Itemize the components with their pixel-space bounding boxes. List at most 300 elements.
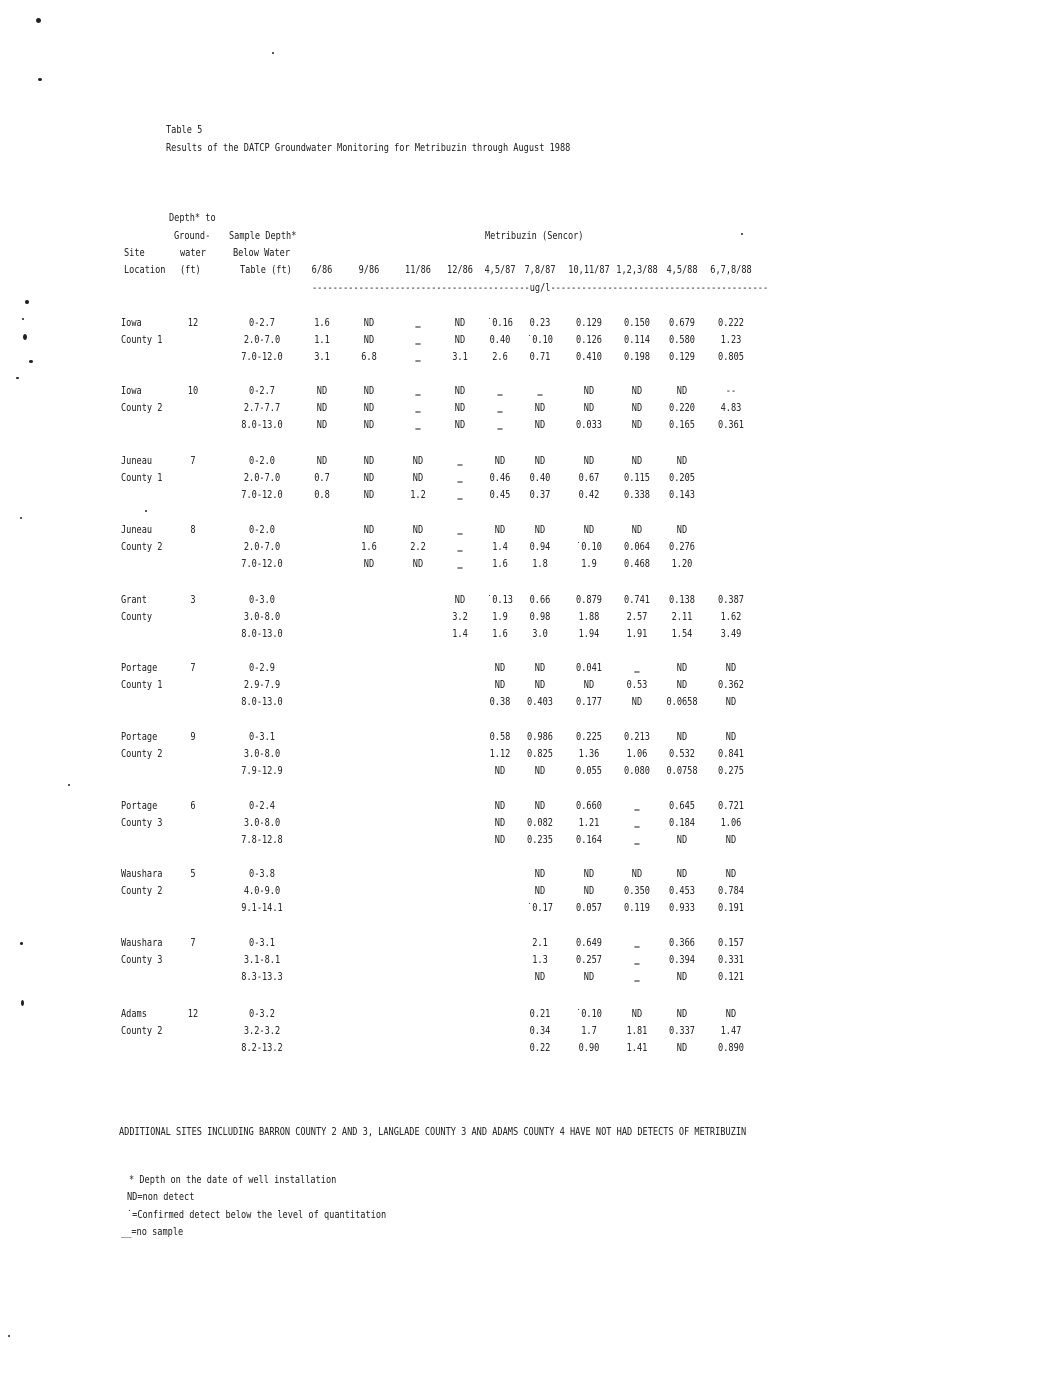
site-location: County 2 xyxy=(121,885,163,897)
table-cell: 0.784 xyxy=(718,885,744,897)
table-cell: ND xyxy=(676,834,688,846)
table-cell: _ xyxy=(415,316,421,328)
table-cell: ˙0.16 xyxy=(487,317,513,329)
table-cell: 0.40 xyxy=(529,472,551,484)
sample-depth-range: 0-3.8 xyxy=(249,868,275,880)
table-cell: ˙0.10 xyxy=(527,334,553,346)
table-cell: _ xyxy=(497,418,503,430)
sample-depth-range: 0-2.7 xyxy=(249,317,275,329)
table-cell: _ xyxy=(634,953,640,965)
table-cell: -- xyxy=(725,385,737,397)
table-cell: ND xyxy=(534,402,546,414)
table-cell: ND xyxy=(363,524,375,536)
table-cell: 0.082 xyxy=(527,817,553,829)
groundwater-depth: 12 xyxy=(187,1008,199,1020)
table-cell: ND xyxy=(583,385,595,397)
column-header-date: 6/86 xyxy=(311,264,333,276)
sample-depth-range: 8.0-13.0 xyxy=(241,628,283,640)
table-cell: 0.933 xyxy=(669,902,695,914)
table-cell: ND xyxy=(363,472,375,484)
site-location: Iowa xyxy=(121,385,142,397)
table-cell: 0.453 xyxy=(669,885,695,897)
table-cell: 0.331 xyxy=(718,954,744,966)
table-cell: 0.126 xyxy=(576,334,602,346)
sample-depth-range: 3.2-3.2 xyxy=(243,1025,281,1037)
site-location: Juneau xyxy=(121,455,153,467)
table-cell: 0.649 xyxy=(576,937,602,949)
sample-depth-range: 9.1-14.1 xyxy=(241,902,283,914)
table-cell: 2.1 xyxy=(532,937,548,949)
table-cell: _ xyxy=(415,401,421,413)
table-cell: ND xyxy=(316,419,328,431)
table-cell: 0.58 xyxy=(489,731,511,743)
column-header-date: 11/86 xyxy=(405,264,431,276)
additional-sites-note: ADDITIONAL SITES INCLUDING BARRON COUNTY 2 AND 3, LANGLADE COUNTY 3 AND ADAMS COUNTY 4 HAVE NOT HAD DETECTS OF METRIBUZIN xyxy=(119,1126,747,1138)
table-cell: 0.033 xyxy=(576,419,602,431)
sample-depth-range: 7.0-12.0 xyxy=(241,351,283,363)
table-cell: 0.362 xyxy=(718,679,744,691)
table-cell: 0.225 xyxy=(576,731,602,743)
table-cell: _ xyxy=(415,350,421,362)
table-cell: 0.841 xyxy=(718,748,744,760)
table-cell: 0.53 xyxy=(626,679,648,691)
table-cell: ˙0.17 xyxy=(527,902,553,914)
table-cell: ND xyxy=(725,731,737,743)
table-cell: ND xyxy=(583,455,595,467)
table-cell: 0.8 xyxy=(314,489,330,501)
table-cell: ND xyxy=(534,971,546,983)
table-cell: _ xyxy=(457,523,463,535)
table-cell: ND xyxy=(631,402,643,414)
table-cell: ND xyxy=(363,334,375,346)
table-cell: 3.1 xyxy=(314,351,330,363)
column-header-date: 4,5/87 xyxy=(484,264,516,276)
table-cell: ND xyxy=(583,402,595,414)
table-cell: ND xyxy=(676,731,688,743)
table-cell: ND xyxy=(534,800,546,812)
table-cell: ND xyxy=(363,489,375,501)
table-cell: 1.6 xyxy=(492,628,508,640)
site-location: Portage xyxy=(121,731,158,743)
sample-depth-range: 2.9-7.9 xyxy=(243,679,281,691)
table-cell: ND xyxy=(316,455,328,467)
table-cell: 0.468 xyxy=(624,558,650,570)
header-units-line: ------------------------------------------ug/l------------------------------------------ xyxy=(312,282,769,294)
header-depth-line-2: Ground- xyxy=(174,230,211,242)
table-cell: ND xyxy=(676,868,688,880)
sample-depth-range: 0-2.9 xyxy=(249,662,275,674)
table-cell: 2.11 xyxy=(671,611,693,623)
table-cell: ND xyxy=(454,385,466,397)
sample-depth-range: 2.7-7.7 xyxy=(243,402,281,414)
groundwater-depth: 7 xyxy=(190,937,196,949)
table-cell: ND xyxy=(631,385,643,397)
table-cell: 1.21 xyxy=(578,817,600,829)
table-cell: 1.12 xyxy=(489,748,511,760)
sample-depth-range: 0-3.1 xyxy=(249,731,275,743)
table-cell: 0.825 xyxy=(527,748,553,760)
column-header-date: 10,11/87 xyxy=(568,264,610,276)
table-cell: _ xyxy=(457,471,463,483)
table-cell: ND xyxy=(316,402,328,414)
table-cell: 1.62 xyxy=(720,611,742,623)
table-cell: 0.679 xyxy=(669,317,695,329)
table-cell: ND xyxy=(363,402,375,414)
site-location: Portage xyxy=(121,800,158,812)
table-cell: 0.40 xyxy=(489,334,511,346)
table-cell: ND xyxy=(725,834,737,846)
table-cell: ND xyxy=(583,868,595,880)
table-cell: ND xyxy=(534,868,546,880)
table-cell: 0.138 xyxy=(669,594,695,606)
groundwater-depth: 7 xyxy=(190,455,196,467)
table-cell: 1.9 xyxy=(581,558,597,570)
table-cell: ND xyxy=(631,1008,643,1020)
table-cell: _ xyxy=(497,401,503,413)
table-cell: 4.83 xyxy=(720,402,742,414)
table-cell: ND xyxy=(631,419,643,431)
table-cell: 0.205 xyxy=(669,472,695,484)
sample-depth-range: 0-2.7 xyxy=(249,385,275,397)
table-cell: _ xyxy=(634,936,640,948)
site-location: County 2 xyxy=(121,1025,163,1037)
table-cell: 0.177 xyxy=(576,696,602,708)
column-header-date: 6,7,8/88 xyxy=(710,264,752,276)
table-cell: 0.37 xyxy=(529,489,551,501)
table-cell: 0.080 xyxy=(624,765,650,777)
sample-depth-range: 8.2-13.2 xyxy=(241,1042,283,1054)
table-cell: 0.22 xyxy=(529,1042,551,1054)
groundwater-depth: 8 xyxy=(190,524,196,536)
sample-depth-range: 2.0-7.0 xyxy=(243,334,281,346)
table-cell: ND xyxy=(631,696,643,708)
groundwater-depth: 9 xyxy=(190,731,196,743)
table-cell: 1.4 xyxy=(492,541,508,553)
sample-depth-range: 2.0-7.0 xyxy=(243,472,281,484)
table-cell: ND xyxy=(676,385,688,397)
table-cell: 0.94 xyxy=(529,541,551,553)
table-cell: 1.20 xyxy=(671,558,693,570)
sample-depth-range: 3.0-8.0 xyxy=(243,817,281,829)
table-cell: ND xyxy=(676,971,688,983)
table-cell: 0.23 xyxy=(529,317,551,329)
table-cell: 0.055 xyxy=(576,765,602,777)
table-cell: _ xyxy=(497,384,503,396)
table-cell: 1.06 xyxy=(626,748,648,760)
table-cell: ND xyxy=(494,662,506,674)
table-cell: 2.57 xyxy=(626,611,648,623)
table-cell: 0.337 xyxy=(669,1025,695,1037)
table-cell: ND xyxy=(631,455,643,467)
table-cell: 0.38 xyxy=(489,696,511,708)
table-cell: ND xyxy=(454,317,466,329)
table-cell: 1.7 xyxy=(581,1025,597,1037)
footnote-nd: ND=non detect xyxy=(127,1191,195,1203)
table-cell: 1.6 xyxy=(492,558,508,570)
table-cell: 0.143 xyxy=(669,489,695,501)
table-cell: ND xyxy=(454,334,466,346)
table-cell: 1.23 xyxy=(720,334,742,346)
table-cell: ˙0.10 xyxy=(576,541,602,553)
table-cell: _ xyxy=(457,454,463,466)
table-cell: ND xyxy=(631,524,643,536)
table-cell: ND xyxy=(412,558,424,570)
table-cell: 1.6 xyxy=(361,541,377,553)
table-cell: ND xyxy=(363,419,375,431)
site-location: County 3 xyxy=(121,817,163,829)
table-cell: 0.645 xyxy=(669,800,695,812)
header-metribuzin-label: Metribuzin (Sencor) xyxy=(485,230,584,242)
sample-depth-range: 0-3.2 xyxy=(249,1008,275,1020)
table-cell: ˙0.13 xyxy=(487,594,513,606)
site-location: County 3 xyxy=(121,954,163,966)
header-sample-line-1: Sample Depth* xyxy=(229,230,297,242)
table-cell: 3.2 xyxy=(452,611,468,623)
table-cell: 0.057 xyxy=(576,902,602,914)
site-location: Adams xyxy=(121,1008,147,1020)
table-cell: _ xyxy=(634,816,640,828)
table-cell: 0.257 xyxy=(576,954,602,966)
footnote-no-sample: __=no sample xyxy=(121,1226,184,1238)
table-cell: ND xyxy=(412,472,424,484)
table-cell: 1.2 xyxy=(410,489,426,501)
table-cell: 0.164 xyxy=(576,834,602,846)
table-cell: ND xyxy=(534,679,546,691)
table-cell: ND xyxy=(494,765,506,777)
table-cell: ND xyxy=(534,765,546,777)
table-cell: 0.890 xyxy=(718,1042,744,1054)
table-cell: 0.222 xyxy=(718,317,744,329)
table-cell: _ xyxy=(457,488,463,500)
sample-depth-range: 0-3.1 xyxy=(249,937,275,949)
table-cell: _ xyxy=(634,833,640,845)
table-cell: ND xyxy=(494,524,506,536)
table-cell: _ xyxy=(457,540,463,552)
site-location: Juneau xyxy=(121,524,153,536)
table-cell: ND xyxy=(412,524,424,536)
table-cell: 0.121 xyxy=(718,971,744,983)
table-cell: 0.7 xyxy=(314,472,330,484)
table-cell: ND xyxy=(454,594,466,606)
table-cell: 0.0758 xyxy=(666,765,698,777)
footnote-confirmed: ˙=Confirmed detect below the level of quantitation xyxy=(127,1209,387,1221)
table-cell: 0.366 xyxy=(669,937,695,949)
column-header-date: 9/86 xyxy=(358,264,380,276)
table-cell: 0.403 xyxy=(527,696,553,708)
site-location: County 1 xyxy=(121,472,163,484)
table-cell: 0.879 xyxy=(576,594,602,606)
table-cell: 1.3 xyxy=(532,954,548,966)
sample-depth-range: 8.3-13.3 xyxy=(241,971,283,983)
table-cell: ND xyxy=(676,455,688,467)
table-cell: ND xyxy=(363,558,375,570)
table-cell: ND xyxy=(676,1042,688,1054)
sample-depth-range: 4.0-9.0 xyxy=(243,885,281,897)
column-header-date: 12/86 xyxy=(447,264,473,276)
table-cell: 3.0 xyxy=(532,628,548,640)
table-cell: ND xyxy=(412,455,424,467)
site-location: County 1 xyxy=(121,334,163,346)
table-cell: _ xyxy=(537,384,543,396)
table-cell: 0.165 xyxy=(669,419,695,431)
table-cell: 0.198 xyxy=(624,351,650,363)
sample-depth-range: 7.0-12.0 xyxy=(241,558,283,570)
table-cell: 0.71 xyxy=(529,351,551,363)
groundwater-depth: 5 xyxy=(190,868,196,880)
site-location: County 2 xyxy=(121,402,163,414)
sample-depth-range: 7.8-12.8 xyxy=(241,834,283,846)
table-cell: 0.46 xyxy=(489,472,511,484)
table-cell: _ xyxy=(634,661,640,673)
table-cell: 2.2 xyxy=(410,541,426,553)
table-cell: 0.041 xyxy=(576,662,602,674)
table-cell: 1.6 xyxy=(314,317,330,329)
table-cell: ND xyxy=(454,402,466,414)
table-cell: 1.88 xyxy=(578,611,600,623)
table-cell: 0.0658 xyxy=(666,696,698,708)
table-cell: 0.220 xyxy=(669,402,695,414)
groundwater-depth: 7 xyxy=(190,662,196,674)
table-cell: ND xyxy=(725,868,737,880)
table-cell: ND xyxy=(676,1008,688,1020)
table-cell: 0.580 xyxy=(669,334,695,346)
table-cell: 0.276 xyxy=(669,541,695,553)
table-cell: 3.49 xyxy=(720,628,742,640)
table-cell: ˙0.10 xyxy=(576,1008,602,1020)
table-cell: ND xyxy=(534,524,546,536)
table-cell: 0.191 xyxy=(718,902,744,914)
sample-depth-range: 3.0-8.0 xyxy=(243,748,281,760)
table-cell: 1.4 xyxy=(452,628,468,640)
sample-depth-range: 0-2.4 xyxy=(249,800,275,812)
sample-depth-range: 0-2.0 xyxy=(249,455,275,467)
table-cell: ND xyxy=(316,385,328,397)
column-header-date: 1,2,3/88 xyxy=(616,264,658,276)
site-location: County xyxy=(121,611,153,623)
table-cell: ND xyxy=(725,662,737,674)
site-location: County 1 xyxy=(121,679,163,691)
table-cell: ND xyxy=(534,455,546,467)
column-header-date: 7,8/87 xyxy=(524,264,556,276)
table-cell: ND xyxy=(534,885,546,897)
table-cell: ND xyxy=(725,696,737,708)
table-cell: 0.66 xyxy=(529,594,551,606)
table-cell: _ xyxy=(634,970,640,982)
table-cell: 0.184 xyxy=(669,817,695,829)
table-cell: 0.21 xyxy=(529,1008,551,1020)
table-cell: 0.98 xyxy=(529,611,551,623)
table-cell: _ xyxy=(634,799,640,811)
header-depth-line-1: Depth* to xyxy=(169,212,216,224)
table-cell: 1.06 xyxy=(720,817,742,829)
table-cell: ND xyxy=(494,679,506,691)
sample-depth-range: 0-2.0 xyxy=(249,524,275,536)
table-cell: 1.9 xyxy=(492,611,508,623)
site-location: Portage xyxy=(121,662,158,674)
table-cell: 0.157 xyxy=(718,937,744,949)
table-cell: ND xyxy=(454,419,466,431)
table-cell: _ xyxy=(415,384,421,396)
table-cell: 1.1 xyxy=(314,334,330,346)
table-cell: ND xyxy=(583,885,595,897)
table-cell: 1.81 xyxy=(626,1025,648,1037)
sample-depth-range: 2.0-7.0 xyxy=(243,541,281,553)
table-cell: 6.8 xyxy=(361,351,377,363)
table-cell: 1.54 xyxy=(671,628,693,640)
table-cell: ND xyxy=(676,679,688,691)
site-location: Iowa xyxy=(121,317,142,329)
table-cell: ND xyxy=(363,317,375,329)
table-cell: _ xyxy=(457,557,463,569)
table-cell: ND xyxy=(494,800,506,812)
groundwater-depth: 12 xyxy=(187,317,199,329)
groundwater-depth: 10 xyxy=(187,385,199,397)
table-cell: ND xyxy=(583,679,595,691)
table-cell: 0.338 xyxy=(624,489,650,501)
table-cell: 1.91 xyxy=(626,628,648,640)
groundwater-depth: 6 xyxy=(190,800,196,812)
header-site-line-1: Site xyxy=(124,247,145,259)
document-title: Results of the DATCP Groundwater Monitoring for Metribuzin through August 1988 xyxy=(166,142,571,154)
table-cell: ND xyxy=(583,971,595,983)
sample-depth-range: 8.0-13.0 xyxy=(241,696,283,708)
table-cell: 0.741 xyxy=(624,594,650,606)
sample-depth-range: 7.0-12.0 xyxy=(241,489,283,501)
table-cell: 1.41 xyxy=(626,1042,648,1054)
table-cell: 0.394 xyxy=(669,954,695,966)
table-cell: ND xyxy=(676,524,688,536)
table-cell: 0.805 xyxy=(718,351,744,363)
table-cell: 0.387 xyxy=(718,594,744,606)
table-cell: ND xyxy=(534,419,546,431)
header-sample-line-2: Below Water xyxy=(233,247,291,259)
table-cell: 0.45 xyxy=(489,489,511,501)
table-cell: 0.129 xyxy=(669,351,695,363)
table-cell: 0.361 xyxy=(718,419,744,431)
sample-depth-range: 3.0-8.0 xyxy=(243,611,281,623)
table-cell: 0.34 xyxy=(529,1025,551,1037)
table-cell: 0.350 xyxy=(624,885,650,897)
table-cell: ND xyxy=(494,455,506,467)
table-cell: 0.67 xyxy=(578,472,600,484)
table-cell: 0.235 xyxy=(527,834,553,846)
table-cell: 0.532 xyxy=(669,748,695,760)
sample-depth-range: 8.0-13.0 xyxy=(241,419,283,431)
table-cell: ND xyxy=(494,834,506,846)
table-cell: ND xyxy=(534,662,546,674)
groundwater-depth: 3 xyxy=(190,594,196,606)
site-location: Waushara xyxy=(121,937,163,949)
table-cell: 0.660 xyxy=(576,800,602,812)
table-cell: ND xyxy=(494,817,506,829)
table-cell: ND xyxy=(363,385,375,397)
site-location: Waushara xyxy=(121,868,163,880)
sample-depth-range: 0-3.0 xyxy=(249,594,275,606)
table-cell: 0.213 xyxy=(624,731,650,743)
header-sample-line-3: Table (ft) xyxy=(240,264,292,276)
header-depth-line-3: water xyxy=(180,247,206,259)
table-cell: ND xyxy=(631,868,643,880)
table-cell: 1.47 xyxy=(720,1025,742,1037)
header-depth-line-4: (ft) xyxy=(180,264,201,276)
table-cell: 0.90 xyxy=(578,1042,600,1054)
table-cell: 0.986 xyxy=(527,731,553,743)
header-site-line-2: Location xyxy=(124,264,166,276)
table-cell: ND xyxy=(725,1008,737,1020)
sample-depth-range: 7.9-12.9 xyxy=(241,765,283,777)
site-location: Grant xyxy=(121,594,147,606)
table-cell: 1.8 xyxy=(532,558,548,570)
